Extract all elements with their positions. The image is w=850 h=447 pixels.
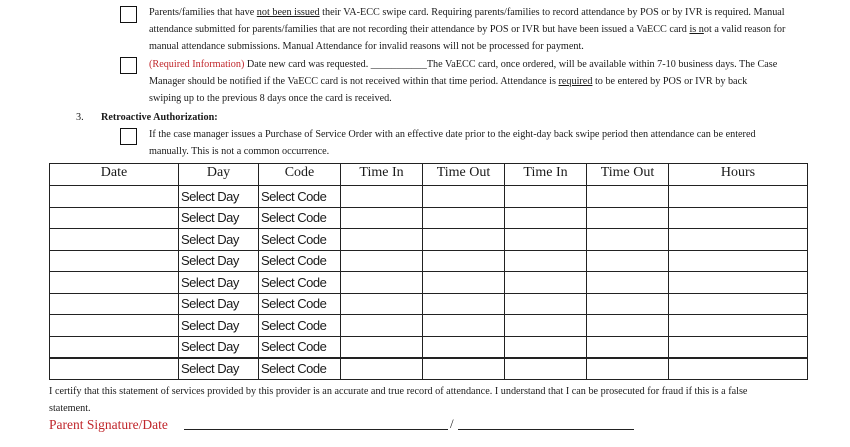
table-row	[50, 315, 808, 337]
time-in-1-field[interactable]	[341, 358, 423, 380]
time-out-2-field[interactable]	[587, 293, 669, 315]
time-in-1-field[interactable]	[341, 336, 423, 358]
code-select[interactable]: Select Code	[261, 317, 327, 333]
code-select-cell	[259, 358, 341, 380]
table-row	[50, 229, 808, 251]
time-out-1-field[interactable]	[423, 293, 505, 315]
header-time-in-1: Time In	[341, 164, 423, 186]
retroactive-text: If the case manager issues a Purchase of Service Order with an effective date prior to the eight-day back swipe period then attendance can be entered manually. This is not a common occurrence.	[149, 129, 756, 157]
header-code: Code	[259, 164, 341, 186]
date-line[interactable]	[458, 429, 634, 430]
checkbox-not-issued[interactable]	[120, 6, 137, 23]
hours-field[interactable]	[669, 250, 808, 272]
date-field[interactable]	[50, 250, 179, 272]
time-in-2-field[interactable]	[505, 207, 587, 229]
day-select[interactable]: Select Day	[181, 296, 239, 312]
day-select-cell	[179, 315, 259, 337]
time-in-2-field[interactable]	[505, 272, 587, 294]
time-out-1-field[interactable]	[423, 358, 505, 380]
day-select-cell	[179, 358, 259, 380]
code-select-cell	[259, 186, 341, 208]
time-in-2-field[interactable]	[505, 336, 587, 358]
date-field[interactable]	[50, 293, 179, 315]
date-field[interactable]	[50, 315, 179, 337]
header-time-out-1: Time Out	[423, 164, 505, 186]
time-out-1-field[interactable]	[423, 186, 505, 208]
time-out-1-field[interactable]	[423, 207, 505, 229]
code-select[interactable]: Select Code	[261, 188, 327, 204]
day-select[interactable]: Select Day	[181, 274, 239, 290]
checkbox-required-information[interactable]	[120, 57, 137, 74]
date-field[interactable]	[50, 186, 179, 208]
time-in-1-field[interactable]	[341, 186, 423, 208]
hours-field[interactable]	[669, 315, 808, 337]
hours-field[interactable]	[669, 186, 808, 208]
code-select-cell	[259, 315, 341, 337]
hours-field[interactable]	[669, 272, 808, 294]
header-time-in-2: Time In	[505, 164, 587, 186]
section-heading: Retroactive Authorization:	[101, 112, 218, 123]
date-field[interactable]	[50, 358, 179, 380]
attendance-table	[49, 163, 808, 380]
hours-field[interactable]	[669, 336, 808, 358]
time-out-2-field[interactable]	[587, 207, 669, 229]
table-header-row	[50, 164, 808, 186]
table-row	[50, 358, 808, 380]
code-select[interactable]: Select Code	[261, 210, 327, 226]
day-select-cell	[179, 207, 259, 229]
time-in-2-field[interactable]	[505, 315, 587, 337]
date-field[interactable]	[50, 229, 179, 251]
time-in-2-field[interactable]	[505, 229, 587, 251]
code-select-cell	[259, 272, 341, 294]
time-out-1-field[interactable]	[423, 229, 505, 251]
day-select-cell	[179, 229, 259, 251]
time-out-1-field[interactable]	[423, 272, 505, 294]
code-select[interactable]: Select Code	[261, 296, 327, 312]
table-row	[50, 186, 808, 208]
code-select[interactable]: Select Code	[261, 231, 327, 247]
certification-statement: I certify that this statement of services provided by this provider is an accurate and true record of attendance. I understand that I can be prosecuted for fraud if this is a false statement.	[49, 386, 748, 414]
header-hours: Hours	[669, 164, 808, 186]
code-select[interactable]: Select Code	[261, 361, 327, 376]
code-select[interactable]: Select Code	[261, 253, 327, 269]
time-in-2-field[interactable]	[505, 293, 587, 315]
code-select[interactable]: Select Code	[261, 339, 327, 354]
code-select-cell	[259, 250, 341, 272]
table-row	[50, 250, 808, 272]
day-select[interactable]: Select Day	[181, 339, 239, 354]
day-select[interactable]: Select Day	[181, 210, 239, 226]
hours-field[interactable]	[669, 358, 808, 380]
required-information-label: (Required Information)	[149, 59, 245, 70]
time-out-1-field[interactable]	[423, 315, 505, 337]
time-in-1-field[interactable]	[341, 250, 423, 272]
time-out-2-field[interactable]	[587, 250, 669, 272]
time-out-2-field[interactable]	[587, 229, 669, 251]
day-select-cell	[179, 250, 259, 272]
section-number: 3.	[76, 112, 84, 123]
checkbox-retroactive[interactable]	[120, 128, 137, 145]
time-in-2-field[interactable]	[505, 250, 587, 272]
time-in-1-field[interactable]	[341, 272, 423, 294]
time-out-2-field[interactable]	[587, 358, 669, 380]
time-out-1-field[interactable]	[423, 336, 505, 358]
code-select-cell	[259, 229, 341, 251]
day-select[interactable]: Select Day	[181, 188, 239, 204]
header-time-out-2: Time Out	[587, 164, 669, 186]
signature-date-separator: /	[450, 416, 454, 431]
time-in-1-field[interactable]	[341, 207, 423, 229]
day-select-cell	[179, 186, 259, 208]
date-field[interactable]	[50, 336, 179, 358]
time-in-1-field[interactable]	[341, 315, 423, 337]
option-not-issued-text: Parents/families that have not been issued their VA-ECC swipe card. Requiring parents/families to record attendance by POS or by IVR is required. Manual attendance submitted for parents/families that are not recording their attendance by POS or IVR but have been issued a VaECC card is not a valid reason for manual attendance submissions. Manual Attendance for invalid reasons will not be processed for payment.	[149, 7, 786, 52]
option-required-information-text: (Required Information) Date new card was requested. ___________The VaECC card, once ordered, will be available within 7-10 business days. The Case Manager should be notified if the VaECC card is not received within that time period. Attendance is required to be entered by POS or IVR by back swiping up to the previous 8 days once the card is received.	[149, 59, 778, 104]
code-select[interactable]: Select Code	[261, 274, 327, 290]
time-out-2-field[interactable]	[587, 272, 669, 294]
code-select-cell	[259, 207, 341, 229]
time-out-2-field[interactable]	[587, 336, 669, 358]
date-field[interactable]	[50, 207, 179, 229]
code-select-cell	[259, 293, 341, 315]
time-in-2-field[interactable]	[505, 358, 587, 380]
parent-signature-label: Parent Signature/Date	[49, 417, 168, 432]
day-select-cell	[179, 272, 259, 294]
time-out-2-field[interactable]	[587, 186, 669, 208]
day-select[interactable]: Select Day	[181, 317, 239, 333]
table-row	[50, 293, 808, 315]
time-out-2-field[interactable]	[587, 315, 669, 337]
day-select-cell	[179, 293, 259, 315]
header-date: Date	[50, 164, 179, 186]
day-select-cell	[179, 336, 259, 358]
day-select[interactable]: Select Day	[181, 231, 239, 247]
time-in-1-field[interactable]	[341, 293, 423, 315]
code-select-cell	[259, 336, 341, 358]
table-row	[50, 336, 808, 358]
date-field[interactable]	[50, 272, 179, 294]
day-select[interactable]: Select Day	[181, 253, 239, 269]
time-in-2-field[interactable]	[505, 186, 587, 208]
table-row	[50, 207, 808, 229]
time-in-1-field[interactable]	[341, 229, 423, 251]
time-out-1-field[interactable]	[423, 250, 505, 272]
hours-field[interactable]	[669, 293, 808, 315]
signature-line[interactable]	[184, 429, 448, 430]
header-day: Day	[179, 164, 259, 186]
day-select[interactable]: Select Day	[181, 361, 239, 376]
table-row	[50, 272, 808, 294]
hours-field[interactable]	[669, 207, 808, 229]
hours-field[interactable]	[669, 229, 808, 251]
